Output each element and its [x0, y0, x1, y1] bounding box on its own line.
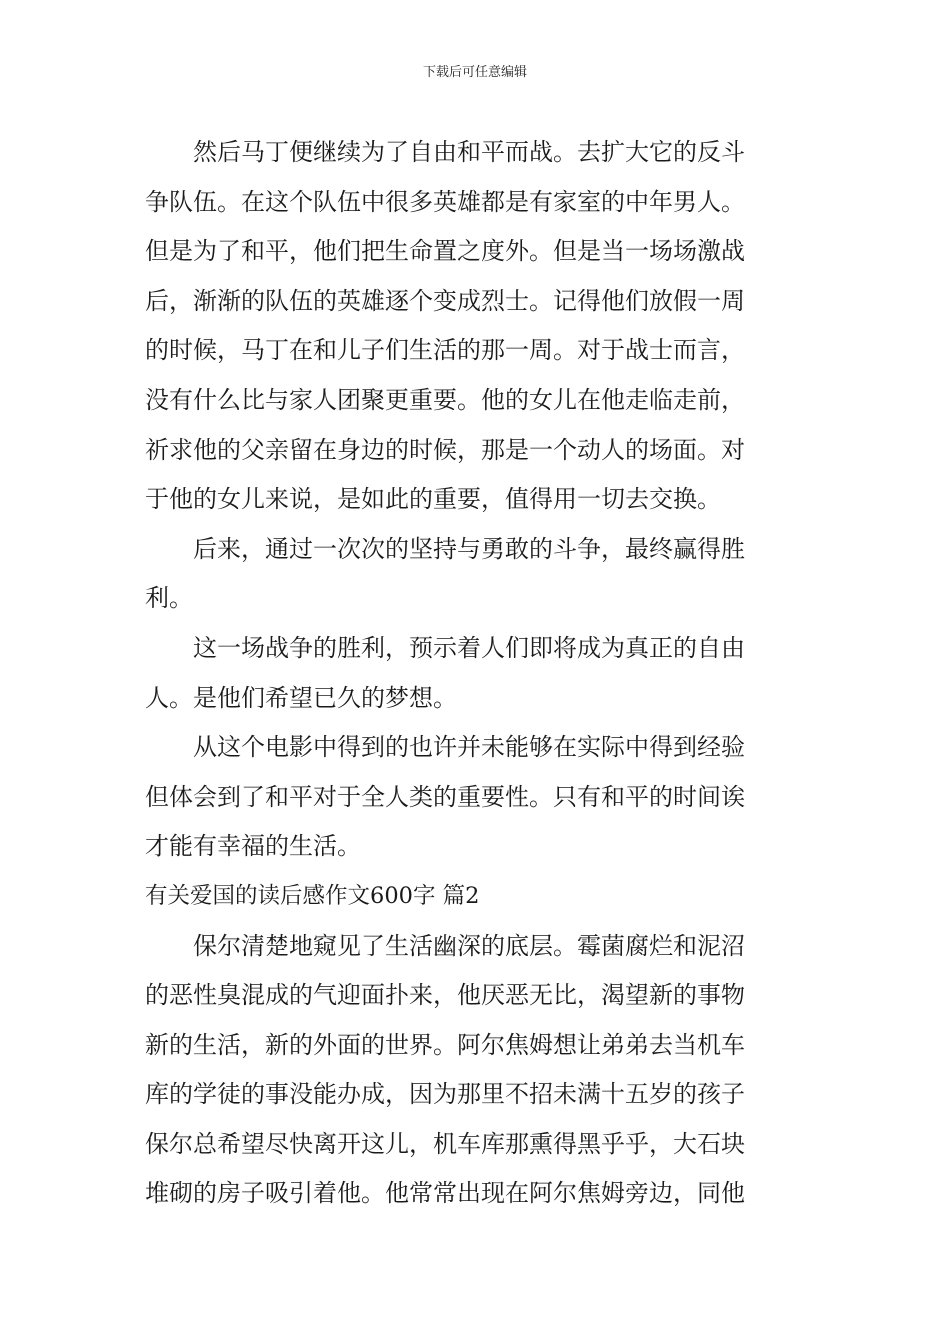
- text-line: 于他的女儿来说，是如此的重要，值得用一切去交换。: [145, 485, 721, 514]
- text-line: 保尔总希望尽快离开这儿，机车库那熏得黑乎乎，大石块: [145, 1129, 745, 1158]
- text-line: 争队伍。在这个队伍中很多英雄都是有家室的中年男人。: [145, 187, 745, 216]
- text-line: 利。: [145, 584, 193, 613]
- text-line: 后，渐渐的队伍的英雄逐个变成烈士。记得他们放假一周: [145, 286, 745, 315]
- text-line: 库的学徒的事没能办成，因为那里不招未满十五岁的孩子: [145, 1080, 745, 1109]
- section-heading: 有关爱国的读后感作文600字 篇2: [145, 882, 480, 909]
- text-line: 保尔清楚地窥见了生活幽深的底层。霉菌腐烂和泥沼: [193, 931, 745, 960]
- text-line: 人。是他们希望已久的梦想。: [145, 683, 457, 712]
- text-line: 祈求他的父亲留在身边的时候，那是一个动人的场面。对: [145, 435, 745, 464]
- text-line: 从这个电影中得到的也许并未能够在实际中得到经验: [193, 733, 745, 762]
- text-line: 新的生活，新的外面的世界。阿尔焦姆想让弟弟去当机车: [145, 1030, 745, 1059]
- text-line: 但体会到了和平对于全人类的重要性。只有和平的时间诶: [145, 782, 745, 811]
- text-line: 的时候，马丁在和儿子们生活的那一周。对于战士而言，: [145, 336, 745, 365]
- text-line: 后来，通过一次次的坚持与勇敢的斗争，最终赢得胜: [193, 534, 745, 563]
- text-line: 的恶性臭混成的气迎面扑来，他厌恶无比，渴望新的事物: [145, 981, 745, 1010]
- text-line: 然后马丁便继续为了自由和平而战。去扩大它的反斗: [193, 138, 745, 166]
- text-line: 才能有幸福的生活。: [145, 832, 361, 861]
- text-line: 没有什么比与家人团聚更重要。他的女儿在他走临走前，: [145, 385, 745, 414]
- text-line: 但是为了和平，他们把生命置之度外。但是当一场场激战: [145, 237, 745, 266]
- document-body: [145, 128, 807, 1219]
- text-line: 这一场战争的胜利，预示着人们即将成为真正的自由: [193, 633, 745, 662]
- page-header: 下载后可任意编辑: [422, 65, 527, 80]
- text-line: 堆砌的房子吸引着他。他常常出现在阿尔焦姆旁边，同他: [145, 1179, 745, 1208]
